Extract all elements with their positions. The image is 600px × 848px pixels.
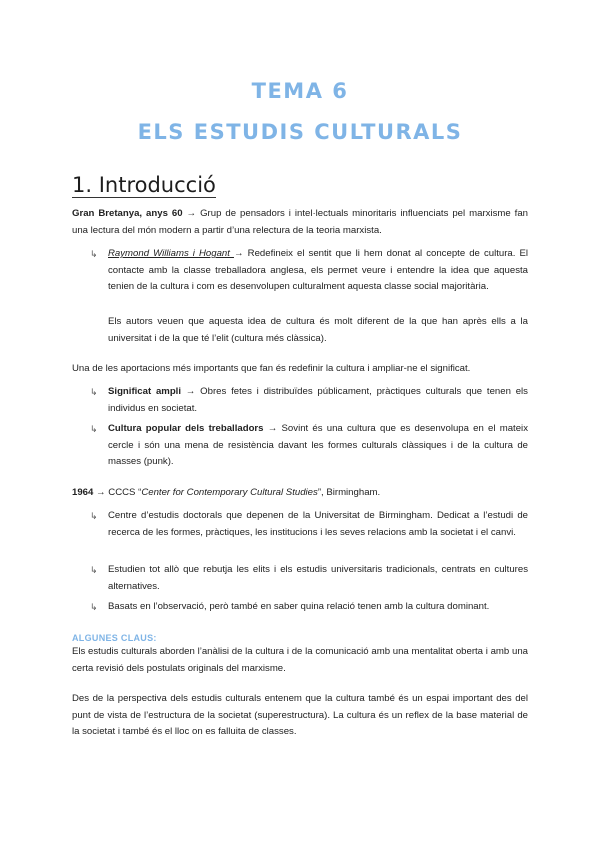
contribution-text: Una de les aportacions més importants que fan és redefinir la cultura i ampliar-ne el significat.	[72, 363, 471, 374]
section-heading-introduction: 1. Introducció	[72, 173, 216, 197]
key-points-paragraph-2: Des de la perspectiva dels estudis culturals entenem que la cultura també és un espai important des del punt de vista de l’estructura de la societat (superestructura). La cultura és un reflex de la base material de la societat i també és el lloc on es falluita de classes.	[72, 693, 528, 738]
cccs-paragraph	[72, 485, 528, 502]
key-points-paragraph-1: Els estudis culturals aborden l’anàlisi de la cultura i de la comunicació amb una mentalitat oberta i amb una certa revisió dels postulats originals del marxisme.	[72, 646, 528, 674]
cccs-item: Estudien tot allò que rebutja les elits i els estudis universitaris tradicionals, centrats en cultures alternatives.	[108, 564, 528, 592]
intro-arrow: →	[186, 208, 197, 219]
contribution-item-text: → Obres fetes i distribuïdes públicament, pràctiques culturals que tenen els individus en societat.	[108, 386, 528, 414]
topic-title: ELS ESTUDIS CULTURALS	[137, 120, 463, 144]
sub-arrow-icon: ↳	[90, 511, 98, 521]
cccs-item: Centre d’estudis doctorals que depenen de la Universitat de Birmingham. Dedicat a l’estudi de recerca de les formes, pràctiques, les institucions i les seves relacions amb la societat i el canvi.	[108, 510, 528, 538]
key-points-label: ALGUNES CLAUS:	[72, 633, 157, 643]
contribution-item-bold: Cultura popular dels treballadors	[108, 423, 264, 434]
cccs-year: 1964	[72, 487, 94, 498]
cccs-arrow: → CCCS “	[93, 487, 142, 498]
williams-paragraph	[108, 246, 528, 296]
contribution-item	[108, 421, 528, 471]
intro-bold-lead: Gran Bretanya, anys 60	[72, 208, 183, 219]
intro-text: Grup de pensadors i intel·lectuals minoritaris influenciats pel marxisme fan una lectura del món modern a partir d’una relectura de la teoria marxista.	[72, 208, 528, 236]
williams-text: → Redefineix el sentit que li hem donat al concepte de cultura. El contacte amb la classe treballadora anglesa, els permet veure i entendre la idea que aquesta tenien de la cultura i com es desenvolupen culturalment aquesta classe social majoritària.	[108, 248, 528, 293]
sub-arrow-icon: ↳	[90, 565, 98, 575]
cccs-item: Basats en l’observació, però també en saber quina relació tenen amb la cultura dominant.	[108, 601, 490, 612]
cccs-after: ”, Birmingham.	[317, 487, 381, 498]
intro-paragraph	[72, 206, 528, 239]
williams-note: Els autors veuen que aquesta idea de cultura és molt diferent de la que han après ells a la universitat i de la que té l’elit (cultura més clàssica).	[108, 316, 528, 344]
cccs-center-name: Center for Contemporary Cultural Studies	[141, 487, 318, 498]
williams-author: Raymond Williams i Hogant	[108, 248, 234, 259]
contribution-item-bold: Significat ampli	[108, 386, 182, 397]
contribution-item-text: → Sovint és una cultura que es desenvolupa en el mateix cercle i són una mena de resistència davant les formes culturals clàssiques i de la cultura de masses (punk).	[108, 423, 528, 468]
sub-arrow-icon: ↳	[90, 424, 98, 434]
sub-arrow-icon: ↳	[90, 602, 98, 612]
sub-arrow-icon: ↳	[90, 387, 98, 397]
sub-arrow-icon: ↳	[90, 249, 98, 259]
contribution-item	[108, 384, 528, 417]
topic-number-title: TEMA 6	[251, 79, 349, 103]
